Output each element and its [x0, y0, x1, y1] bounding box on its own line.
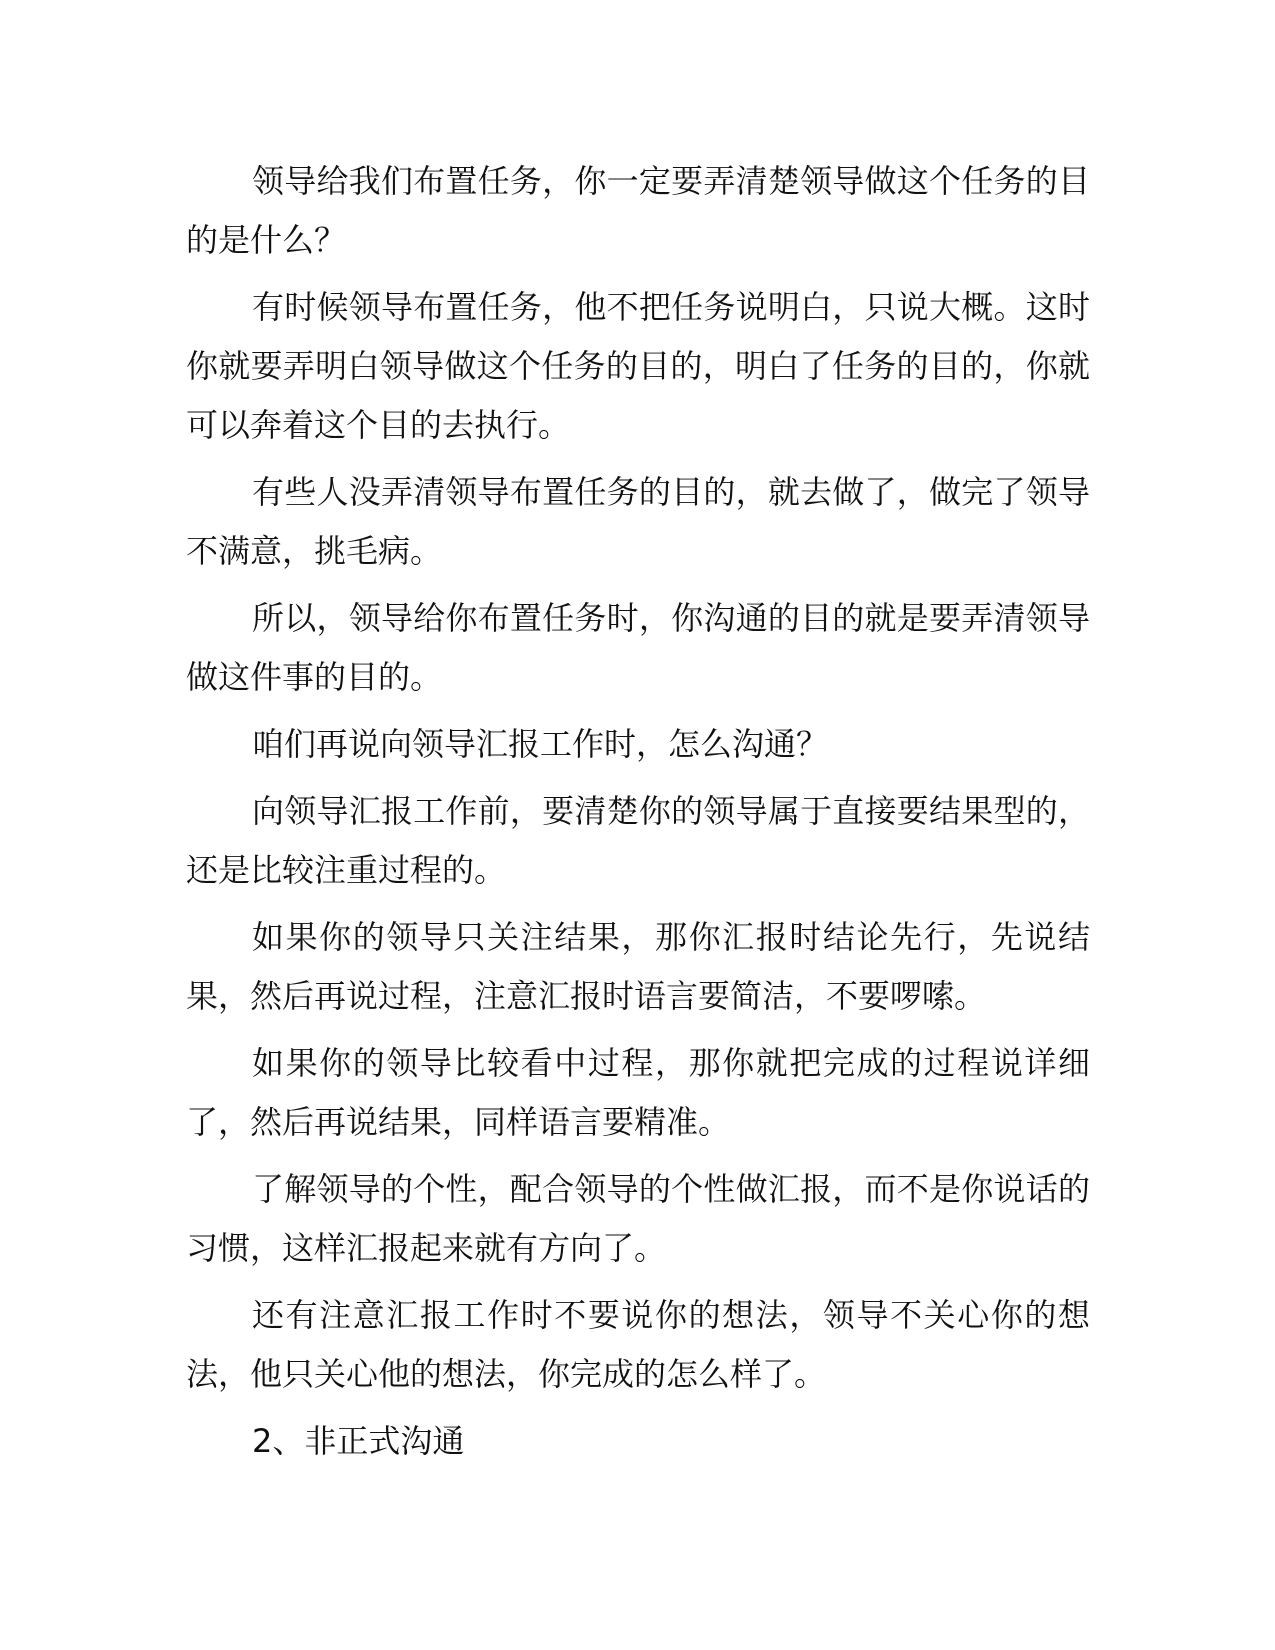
paragraph-10: 还有注意汇报工作时不要说你的想法，领导不关心你的想法，他只关心他的想法，你完成的怎么样了。 — [186, 1296, 1090, 1393]
paragraph-5: 咱们再说向领导汇报工作时，怎么沟通？ — [252, 725, 829, 763]
paragraph-7: 如果你的领导只关注结果，那你汇报时结论先行，先说结果，然后再说过程，注意汇报时语言要简洁，不要啰嗦。 — [186, 918, 1090, 1015]
paragraph-9: 了解领导的个性，配合领导的个性做汇报，而不是你说话的习惯，这样汇报起来就有方向了。 — [186, 1170, 1090, 1267]
paragraph-1: 领导给我们布置任务，你一定要弄清楚领导做这个任务的目的是什么？ — [186, 162, 1090, 259]
document-body — [186, 152, 1090, 1471]
paragraph-4: 所以，领导给你布置任务时，你沟通的目的就是要弄清领导做这件事的目的。 — [186, 599, 1090, 696]
section-heading: 2、非正式沟通 — [252, 1422, 465, 1460]
paragraph-3: 有些人没弄清领导布置任务的目的，就去做了，做完了领导不满意，挑毛病。 — [186, 473, 1090, 570]
paragraph-2: 有时候领导布置任务，他不把任务说明白，只说大概。这时你就要弄明白领导做这个任务的目的，明白了任务的目的，你就可以奔着这个目的去执行。 — [186, 288, 1090, 444]
paragraph-8: 如果你的领导比较看中过程，那你就把完成的过程说详细了，然后再说结果，同样语言要精准。 — [186, 1044, 1090, 1141]
paragraph-6: 向领导汇报工作前，要清楚你的领导属于直接要结果型的，还是比较注重过程的。 — [186, 792, 1090, 889]
